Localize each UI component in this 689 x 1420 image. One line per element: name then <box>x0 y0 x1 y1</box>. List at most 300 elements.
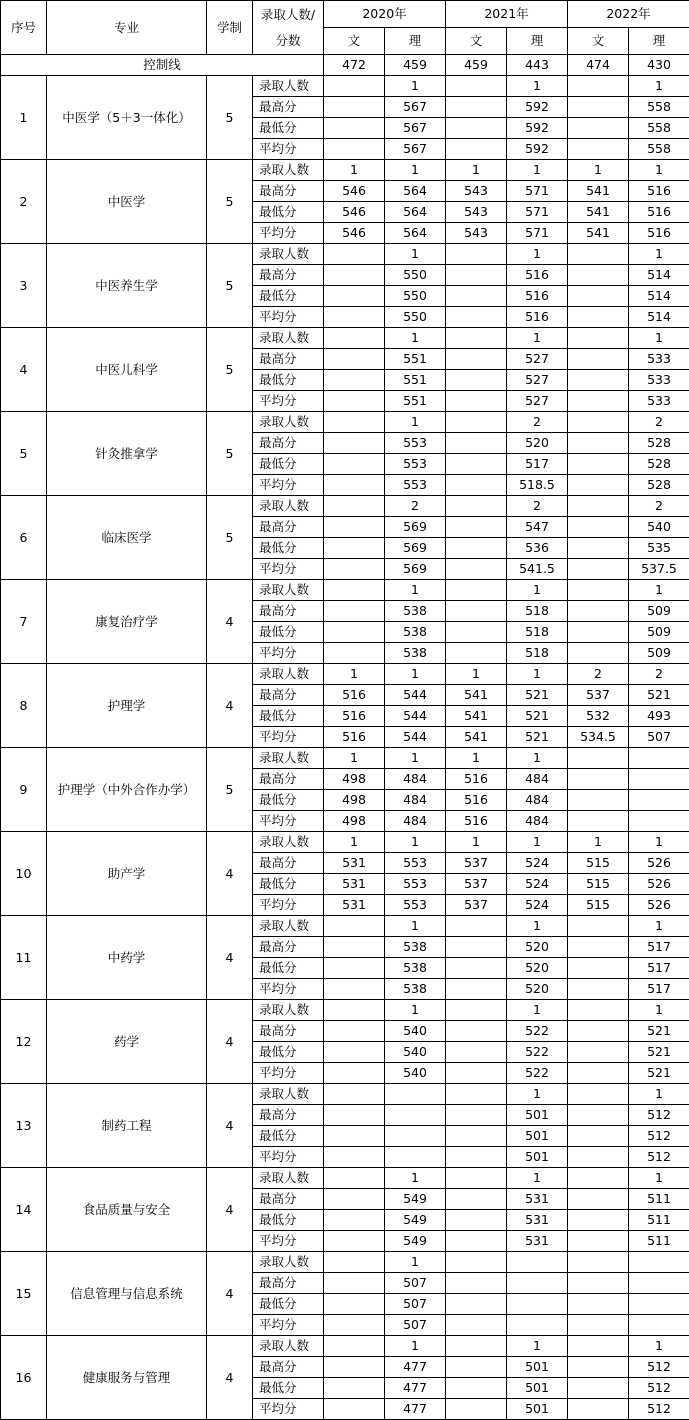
row-metric-label: 最低分 <box>253 370 324 391</box>
score-cell <box>568 1357 629 1378</box>
score-cell: 515 <box>568 853 629 874</box>
score-cell: 540 <box>385 1021 446 1042</box>
score-cell: 524 <box>507 853 568 874</box>
score-cell: 538 <box>385 937 446 958</box>
score-cell <box>324 97 385 118</box>
row-metric-label: 最低分 <box>253 958 324 979</box>
score-cell: 1 <box>507 580 568 601</box>
score-cell <box>568 286 629 307</box>
score-cell: 520 <box>507 979 568 1000</box>
score-cell <box>324 1189 385 1210</box>
score-cell: 511 <box>629 1231 689 1252</box>
score-cell: 1 <box>446 748 507 769</box>
score-cell: 564 <box>385 181 446 202</box>
row-major: 助产学 <box>47 832 207 916</box>
score-cell: 501 <box>507 1105 568 1126</box>
score-cell <box>568 139 629 160</box>
score-cell: 540 <box>385 1063 446 1084</box>
score-cell: 533 <box>629 370 689 391</box>
score-cell: 540 <box>385 1042 446 1063</box>
score-cell <box>324 1084 385 1105</box>
control-line-label: 控制线 <box>1 55 324 76</box>
score-cell <box>324 601 385 622</box>
score-cell: 514 <box>629 307 689 328</box>
row-metric-label: 最高分 <box>253 181 324 202</box>
row-metric-label: 最低分 <box>253 202 324 223</box>
score-cell <box>568 265 629 286</box>
score-cell: 541 <box>446 706 507 727</box>
score-cell <box>568 1378 629 1399</box>
header-major: 专业 <box>47 1 207 55</box>
score-cell: 512 <box>629 1147 689 1168</box>
score-cell: 553 <box>385 874 446 895</box>
score-cell: 1 <box>629 328 689 349</box>
header-li: 理 <box>629 28 689 55</box>
score-cell <box>324 286 385 307</box>
score-cell: 520 <box>507 433 568 454</box>
score-cell <box>446 1063 507 1084</box>
row-metric-label: 最高分 <box>253 1273 324 1294</box>
header-year-2022: 2022年 <box>568 1 689 28</box>
score-cell <box>568 1021 629 1042</box>
row-major: 中医养生学 <box>47 244 207 328</box>
score-cell <box>629 790 689 811</box>
score-cell <box>568 76 629 97</box>
score-cell: 517 <box>629 958 689 979</box>
score-cell: 538 <box>385 958 446 979</box>
row-metric-label: 最高分 <box>253 517 324 538</box>
score-cell: 509 <box>629 643 689 664</box>
score-cell: 1 <box>385 832 446 853</box>
score-cell <box>568 370 629 391</box>
row-duration: 4 <box>207 1252 253 1336</box>
row-metric-label: 最高分 <box>253 853 324 874</box>
row-metric-label: 录取人数 <box>253 1168 324 1189</box>
row-duration: 4 <box>207 832 253 916</box>
score-cell <box>446 1315 507 1336</box>
score-cell: 516 <box>324 727 385 748</box>
score-cell: 549 <box>385 1189 446 1210</box>
score-cell <box>324 496 385 517</box>
score-cell <box>446 1000 507 1021</box>
score-cell <box>568 559 629 580</box>
score-cell: 551 <box>385 370 446 391</box>
row-metric-label: 录取人数 <box>253 1000 324 1021</box>
table-row <box>1 76 689 97</box>
row-metric-label: 录取人数 <box>253 832 324 853</box>
score-cell: 540 <box>629 517 689 538</box>
control-value: 474 <box>568 55 629 76</box>
row-metric-label: 录取人数 <box>253 160 324 181</box>
score-cell <box>324 244 385 265</box>
row-seq: 16 <box>1 1336 47 1420</box>
score-cell <box>568 538 629 559</box>
score-cell <box>629 1294 689 1315</box>
score-cell: 543 <box>446 181 507 202</box>
row-metric-label: 最高分 <box>253 433 324 454</box>
score-cell <box>385 1147 446 1168</box>
row-metric-label: 平均分 <box>253 811 324 832</box>
score-cell: 2 <box>507 496 568 517</box>
score-cell <box>324 1105 385 1126</box>
row-metric-label: 最高分 <box>253 1105 324 1126</box>
score-cell: 520 <box>507 937 568 958</box>
score-cell: 571 <box>507 202 568 223</box>
score-cell: 531 <box>324 874 385 895</box>
score-cell <box>446 580 507 601</box>
row-major: 中药学 <box>47 916 207 1000</box>
score-cell <box>568 328 629 349</box>
score-cell: 558 <box>629 97 689 118</box>
score-cell: 514 <box>629 265 689 286</box>
score-cell: 1 <box>507 664 568 685</box>
score-cell <box>446 1378 507 1399</box>
row-seq: 9 <box>1 748 47 832</box>
score-cell: 553 <box>385 433 446 454</box>
score-cell: 526 <box>629 895 689 916</box>
score-cell <box>446 76 507 97</box>
score-cell: 1 <box>507 748 568 769</box>
score-cell: 569 <box>385 517 446 538</box>
row-metric-label: 录取人数 <box>253 916 324 937</box>
score-cell <box>446 1399 507 1420</box>
score-cell <box>568 958 629 979</box>
score-cell: 592 <box>507 139 568 160</box>
row-metric-label: 最高分 <box>253 349 324 370</box>
score-cell: 516 <box>324 685 385 706</box>
control-value: 459 <box>385 55 446 76</box>
score-cell <box>324 349 385 370</box>
row-metric-label: 最低分 <box>253 538 324 559</box>
table-row <box>1 748 689 769</box>
score-cell: 531 <box>507 1189 568 1210</box>
table-row <box>1 1252 689 1273</box>
score-cell: 569 <box>385 559 446 580</box>
score-cell <box>568 1168 629 1189</box>
score-cell: 501 <box>507 1126 568 1147</box>
score-cell: 1 <box>385 412 446 433</box>
score-cell: 1 <box>324 664 385 685</box>
table-row <box>1 1000 689 1021</box>
score-cell: 521 <box>507 685 568 706</box>
score-cell: 541 <box>568 202 629 223</box>
row-metric-label: 录取人数 <box>253 76 324 97</box>
score-cell: 522 <box>507 1042 568 1063</box>
score-cell: 512 <box>629 1378 689 1399</box>
header-li: 理 <box>507 28 568 55</box>
score-cell <box>568 475 629 496</box>
score-cell: 516 <box>446 769 507 790</box>
row-metric-label: 最低分 <box>253 622 324 643</box>
table-body <box>1 76 689 1420</box>
score-cell <box>324 328 385 349</box>
score-cell: 567 <box>385 139 446 160</box>
score-cell <box>446 517 507 538</box>
score-cell: 1 <box>385 76 446 97</box>
row-metric-label: 录取人数 <box>253 1084 324 1105</box>
score-cell <box>446 1273 507 1294</box>
score-cell: 511 <box>629 1189 689 1210</box>
score-cell: 1 <box>629 916 689 937</box>
score-cell: 518.5 <box>507 475 568 496</box>
row-metric-label: 录取人数 <box>253 328 324 349</box>
score-cell: 531 <box>507 1231 568 1252</box>
score-cell: 592 <box>507 97 568 118</box>
row-duration: 4 <box>207 1000 253 1084</box>
row-metric-label: 录取人数 <box>253 748 324 769</box>
row-metric-label: 最低分 <box>253 286 324 307</box>
score-cell: 1 <box>385 1252 446 1273</box>
row-metric-label: 平均分 <box>253 223 324 244</box>
score-cell <box>324 1000 385 1021</box>
score-cell: 1 <box>385 160 446 181</box>
row-metric-label: 最低分 <box>253 1378 324 1399</box>
header-year-2020: 2020年 <box>324 1 446 28</box>
score-cell: 544 <box>385 685 446 706</box>
score-cell <box>446 139 507 160</box>
score-cell: 1 <box>507 244 568 265</box>
score-cell: 484 <box>385 811 446 832</box>
score-cell: 1 <box>507 1336 568 1357</box>
score-cell <box>446 601 507 622</box>
row-metric-label: 平均分 <box>253 1231 324 1252</box>
row-metric-label: 平均分 <box>253 727 324 748</box>
score-cell: 484 <box>385 769 446 790</box>
row-major: 中医学（5＋3一体化） <box>47 76 207 160</box>
score-cell: 1 <box>507 160 568 181</box>
header-wen: 文 <box>568 28 629 55</box>
score-cell <box>385 1105 446 1126</box>
row-duration: 4 <box>207 664 253 748</box>
score-cell: 550 <box>385 265 446 286</box>
score-cell: 514 <box>629 286 689 307</box>
score-cell: 543 <box>446 202 507 223</box>
score-cell <box>446 1105 507 1126</box>
score-cell <box>446 391 507 412</box>
header-year-2021: 2021年 <box>446 1 568 28</box>
score-cell <box>568 916 629 937</box>
row-metric-label: 最高分 <box>253 97 324 118</box>
score-cell: 2 <box>629 412 689 433</box>
score-cell <box>568 454 629 475</box>
row-metric-label: 录取人数 <box>253 412 324 433</box>
score-cell: 592 <box>507 118 568 139</box>
score-cell: 521 <box>629 1063 689 1084</box>
score-cell <box>385 1126 446 1147</box>
score-cell: 498 <box>324 811 385 832</box>
score-cell <box>324 580 385 601</box>
control-value: 459 <box>446 55 507 76</box>
score-cell <box>324 1378 385 1399</box>
score-cell: 543 <box>446 223 507 244</box>
score-cell <box>446 433 507 454</box>
row-metric-label: 最高分 <box>253 1189 324 1210</box>
score-cell <box>324 1231 385 1252</box>
score-cell: 524 <box>507 895 568 916</box>
row-major: 康复治疗学 <box>47 580 207 664</box>
row-metric-label: 最低分 <box>253 790 324 811</box>
row-metric-label: 最低分 <box>253 1126 324 1147</box>
row-metric-label: 最高分 <box>253 937 324 958</box>
score-cell: 569 <box>385 538 446 559</box>
score-cell: 493 <box>629 706 689 727</box>
score-cell <box>568 118 629 139</box>
header-li: 理 <box>385 28 446 55</box>
score-cell <box>324 1168 385 1189</box>
score-cell: 527 <box>507 370 568 391</box>
row-metric-label: 最低分 <box>253 706 324 727</box>
score-cell: 1 <box>446 664 507 685</box>
score-cell <box>324 391 385 412</box>
score-cell <box>446 1231 507 1252</box>
score-cell <box>324 916 385 937</box>
score-cell: 531 <box>324 895 385 916</box>
row-seq: 3 <box>1 244 47 328</box>
row-metric-label: 平均分 <box>253 895 324 916</box>
score-cell <box>324 433 385 454</box>
score-cell: 571 <box>507 223 568 244</box>
score-cell: 517 <box>507 454 568 475</box>
score-cell: 1 <box>385 580 446 601</box>
score-cell <box>568 979 629 1000</box>
score-cell <box>324 1063 385 1084</box>
score-cell <box>324 1147 385 1168</box>
score-cell: 550 <box>385 307 446 328</box>
score-cell <box>324 937 385 958</box>
score-cell <box>324 517 385 538</box>
score-cell: 516 <box>446 790 507 811</box>
row-metric-label: 平均分 <box>253 979 324 1000</box>
score-cell <box>629 748 689 769</box>
score-cell: 498 <box>324 769 385 790</box>
row-metric-label: 平均分 <box>253 1147 324 1168</box>
row-major: 食品质量与安全 <box>47 1168 207 1252</box>
score-cell: 564 <box>385 223 446 244</box>
score-cell: 541 <box>568 223 629 244</box>
score-cell: 1 <box>629 160 689 181</box>
row-metric-label: 录取人数 <box>253 1252 324 1273</box>
score-cell <box>629 1273 689 1294</box>
score-cell: 477 <box>385 1399 446 1420</box>
table-row <box>1 580 689 601</box>
score-cell <box>324 979 385 1000</box>
score-cell <box>324 559 385 580</box>
score-cell: 558 <box>629 118 689 139</box>
row-duration: 4 <box>207 1336 253 1420</box>
score-cell: 1 <box>385 1000 446 1021</box>
score-cell <box>507 1294 568 1315</box>
score-cell: 549 <box>385 1231 446 1252</box>
row-metric-label: 最高分 <box>253 769 324 790</box>
score-cell: 544 <box>385 727 446 748</box>
score-cell: 1 <box>568 832 629 853</box>
score-cell: 484 <box>507 811 568 832</box>
row-duration: 4 <box>207 916 253 1000</box>
score-cell: 528 <box>629 433 689 454</box>
score-cell <box>446 538 507 559</box>
score-cell: 1 <box>446 832 507 853</box>
score-cell: 1 <box>507 1168 568 1189</box>
score-cell: 512 <box>629 1357 689 1378</box>
score-cell <box>446 454 507 475</box>
score-cell <box>568 1147 629 1168</box>
score-cell <box>446 412 507 433</box>
table-row <box>1 496 689 517</box>
score-cell: 526 <box>629 853 689 874</box>
score-cell: 1 <box>629 1336 689 1357</box>
table-row <box>1 328 689 349</box>
score-cell: 501 <box>507 1399 568 1420</box>
score-cell: 512 <box>629 1105 689 1126</box>
control-value: 443 <box>507 55 568 76</box>
header-metric-line2: 分数 <box>275 33 300 48</box>
score-cell: 553 <box>385 895 446 916</box>
score-cell <box>568 1315 629 1336</box>
row-seq: 10 <box>1 832 47 916</box>
score-cell: 484 <box>507 790 568 811</box>
score-cell: 516 <box>507 307 568 328</box>
row-duration: 4 <box>207 580 253 664</box>
score-cell <box>568 433 629 454</box>
score-cell <box>568 349 629 370</box>
score-cell <box>324 307 385 328</box>
score-cell <box>507 1315 568 1336</box>
header-metric-line1: 录取人数/ <box>261 7 315 22</box>
score-cell: 2 <box>629 496 689 517</box>
score-cell <box>629 1252 689 1273</box>
score-cell <box>324 643 385 664</box>
control-value: 430 <box>629 55 689 76</box>
score-cell: 537 <box>446 874 507 895</box>
score-cell <box>446 1357 507 1378</box>
score-cell <box>629 1315 689 1336</box>
score-cell: 498 <box>324 790 385 811</box>
score-cell: 516 <box>324 706 385 727</box>
score-cell <box>446 496 507 517</box>
row-seq: 12 <box>1 1000 47 1084</box>
score-cell: 538 <box>385 979 446 1000</box>
score-cell: 537 <box>446 895 507 916</box>
score-cell: 528 <box>629 475 689 496</box>
score-cell: 1 <box>507 328 568 349</box>
score-cell <box>446 1189 507 1210</box>
score-cell: 1 <box>446 160 507 181</box>
score-cell: 537.5 <box>629 559 689 580</box>
score-cell <box>324 1126 385 1147</box>
score-cell <box>507 1252 568 1273</box>
score-cell: 528 <box>629 454 689 475</box>
score-cell: 551 <box>385 391 446 412</box>
score-cell: 1 <box>385 664 446 685</box>
score-cell: 501 <box>507 1147 568 1168</box>
score-cell <box>568 580 629 601</box>
row-metric-label: 平均分 <box>253 643 324 664</box>
score-cell: 2 <box>385 496 446 517</box>
header-wen: 文 <box>446 28 507 55</box>
score-cell <box>446 244 507 265</box>
score-cell <box>324 1021 385 1042</box>
score-cell: 507 <box>385 1315 446 1336</box>
score-cell <box>324 1399 385 1420</box>
score-cell: 1 <box>629 1084 689 1105</box>
row-metric-label: 平均分 <box>253 1063 324 1084</box>
score-cell <box>568 1105 629 1126</box>
row-metric-label: 录取人数 <box>253 580 324 601</box>
header-metric <box>253 1 324 55</box>
score-cell <box>446 1168 507 1189</box>
score-cell <box>324 1042 385 1063</box>
score-cell <box>507 1273 568 1294</box>
